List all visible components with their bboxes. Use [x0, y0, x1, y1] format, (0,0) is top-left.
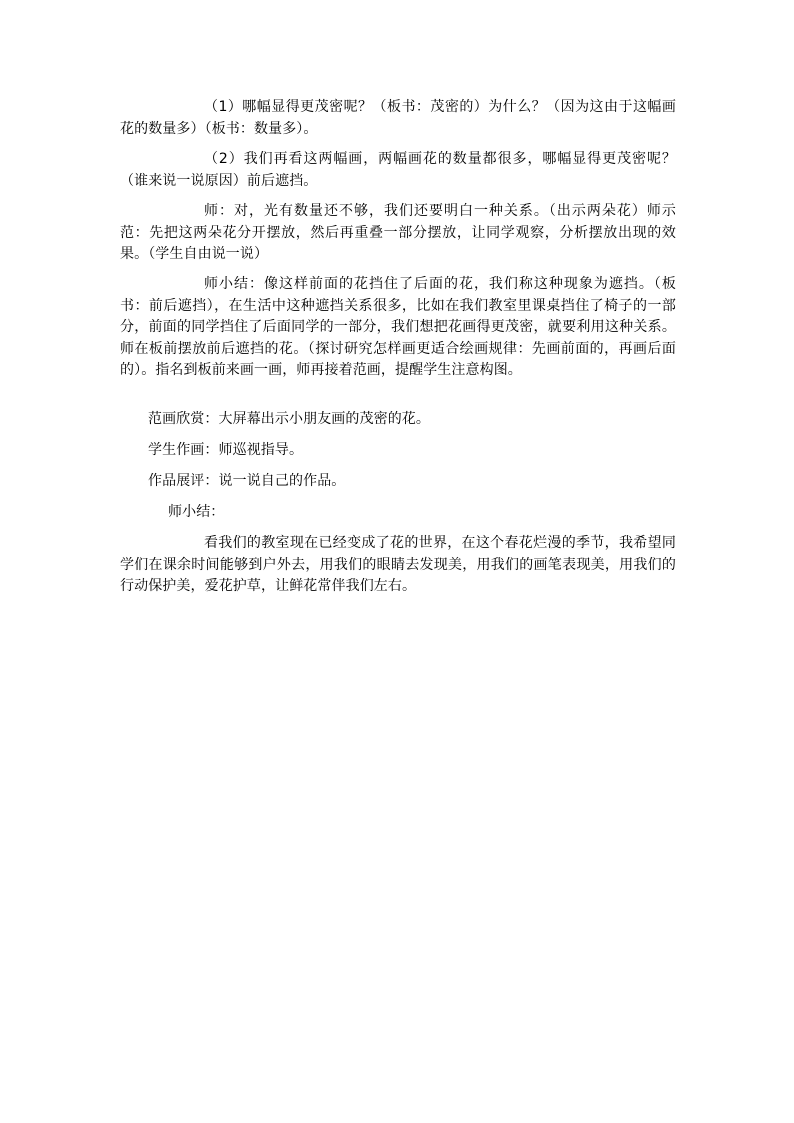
paragraph-sample-appreciation: 范画欣赏：大屏幕出示小朋友画的茂密的花。 [148, 411, 430, 427]
paragraph-question-1: （1）哪幅显得更茂密呢？（板书：茂密的）为什么？（因为这由于这幅画花的数量多）（板书：数量多）。 [120, 99, 676, 137]
paragraph-summary-heading: 师小结： [168, 504, 225, 520]
paragraph-teacher-summary: 师小结：像这样前面的花挡住了后面的花，我们称这种现象为遮挡。（板书：前后遮挡），在生活中这种遮挡关系很多，比如在我们教室里课桌挡住了椅子的一部分，前面的同学挡住了后面同学的一部分，我们想把花画得更茂密，就要利用这种关系。师在板前摆放前后遮挡的花。（探讨研究怎样画更适合绘画规律：先画前面的，再画后面的）。指名到板前来画一画，师再接着范画，提醒学生注意构图。 [120, 276, 676, 378]
paragraph-teacher-demo: 师：对，光有数量还不够，我们还要明白一种关系。（出示两朵花）师示范：先把这两朵花分开摆放，然后再重叠一部分摆放，让同学观察，分析摆放出现的效果。（学生自由说一说） [120, 203, 676, 262]
paragraph-student-drawing: 学生作画：师巡视指导。 [148, 442, 304, 458]
paragraph-closing: 看我们的教室现在已经变成了花的世界，在这个春花烂漫的季节，我希望同学们在课余时间能够到户外去，用我们的眼睛去发现美，用我们的画笔表现美，用我们的行动保护美，爱花护草，让鲜花常伴我们左右。 [120, 535, 676, 594]
paragraph-work-review: 作品展评：说一说自己的作品。 [148, 473, 346, 489]
paragraph-question-2: （2）我们再看这两幅画，两幅画花的数量都很多，哪幅显得更茂密呢？（谁来说一说原因）前后遮挡。 [120, 151, 676, 189]
